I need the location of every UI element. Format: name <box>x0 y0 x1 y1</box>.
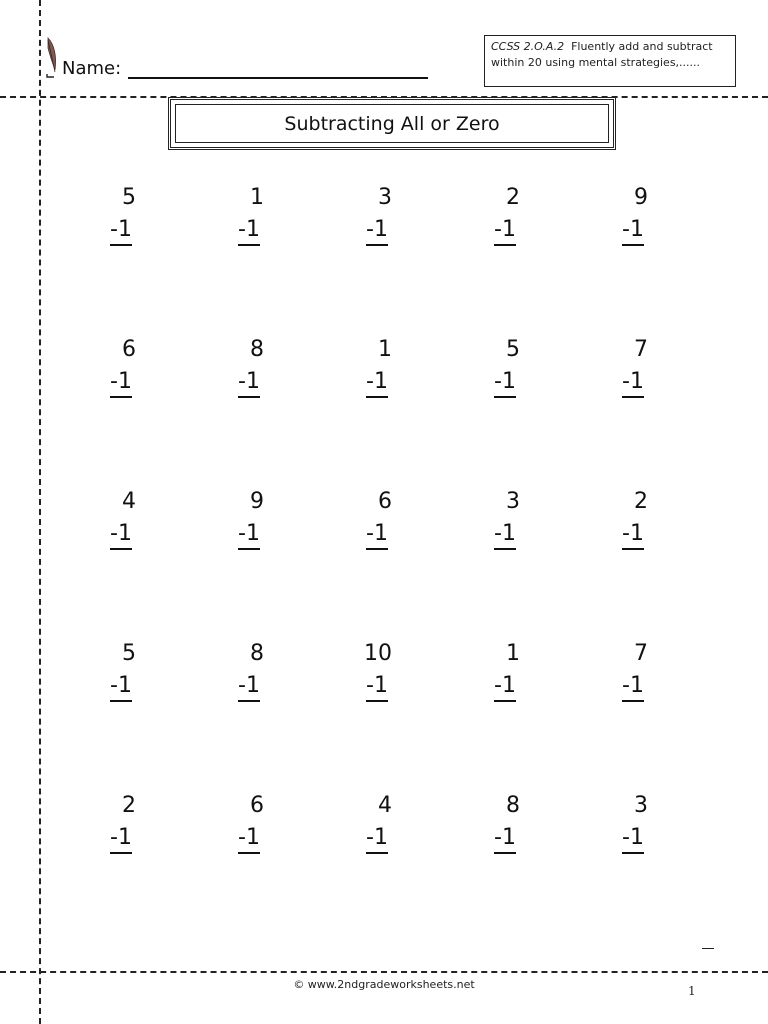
minuend: 3 <box>506 489 520 514</box>
subtrahend: -1 <box>622 369 644 398</box>
minuend: 10 <box>364 641 392 666</box>
name-write-line <box>128 77 428 79</box>
minuend: 9 <box>250 489 264 514</box>
subtraction-problem <box>356 790 406 891</box>
subtraction-problem <box>100 182 150 283</box>
standard-box <box>484 35 736 87</box>
subtraction-problem <box>356 486 406 587</box>
feather-pen-icon <box>44 36 60 78</box>
minuend: 7 <box>634 641 648 666</box>
subtraction-problem <box>356 334 406 435</box>
minuend: 1 <box>250 185 264 210</box>
subtraction-problem <box>100 486 150 587</box>
subtraction-problem <box>100 638 150 739</box>
subtraction-problem <box>612 486 662 587</box>
subtrahend: -1 <box>622 521 644 550</box>
minuend: 3 <box>634 793 648 818</box>
subtrahend: -1 <box>494 521 516 550</box>
problem-grid <box>100 182 680 891</box>
title-box <box>168 97 616 150</box>
subtrahend: -1 <box>494 825 516 854</box>
dash-mark <box>702 948 714 949</box>
minuend: 6 <box>378 489 392 514</box>
subtrahend: -1 <box>238 521 260 550</box>
subtrahend: -1 <box>494 673 516 702</box>
minuend: 2 <box>122 793 136 818</box>
subtraction-problem <box>484 790 534 891</box>
subtrahend: -1 <box>622 217 644 246</box>
subtrahend: -1 <box>238 673 260 702</box>
subtrahend: -1 <box>622 825 644 854</box>
subtraction-problem <box>484 182 534 283</box>
footer-copyright: © www.2ndgradeworksheets.net <box>293 978 475 991</box>
subtrahend: -1 <box>110 369 132 398</box>
page-number: 1 <box>688 984 696 998</box>
subtrahend: -1 <box>366 521 388 550</box>
subtrahend: -1 <box>366 825 388 854</box>
minuend: 8 <box>250 337 264 362</box>
minuend: 5 <box>122 641 136 666</box>
subtraction-problem <box>484 486 534 587</box>
subtrahend: -1 <box>110 825 132 854</box>
minuend: 4 <box>122 489 136 514</box>
subtraction-problem <box>356 638 406 739</box>
subtraction-problem <box>612 182 662 283</box>
minuend: 8 <box>506 793 520 818</box>
minuend: 7 <box>634 337 648 362</box>
subtraction-problem <box>612 790 662 891</box>
margin-line-bottom <box>0 971 768 973</box>
subtrahend: -1 <box>110 521 132 550</box>
page-title: Subtracting All or Zero <box>284 112 500 135</box>
subtrahend: -1 <box>494 217 516 246</box>
subtraction-problem <box>612 334 662 435</box>
subtraction-problem <box>228 486 278 587</box>
subtraction-problem <box>484 638 534 739</box>
subtrahend: -1 <box>238 369 260 398</box>
subtrahend: -1 <box>366 217 388 246</box>
subtrahend: -1 <box>238 217 260 246</box>
subtraction-problem <box>100 790 150 891</box>
subtraction-problem <box>484 334 534 435</box>
margin-line-vertical <box>39 0 41 1024</box>
subtraction-problem <box>228 790 278 891</box>
minuend: 9 <box>634 185 648 210</box>
subtrahend: -1 <box>238 825 260 854</box>
minuend: 2 <box>506 185 520 210</box>
subtrahend: -1 <box>366 673 388 702</box>
subtraction-problem <box>356 182 406 283</box>
subtraction-problem <box>100 334 150 435</box>
minuend: 3 <box>378 185 392 210</box>
subtraction-problem <box>228 182 278 283</box>
minuend: 1 <box>506 641 520 666</box>
standard-text: Fluently add and subtract within 20 using mental strategies,...... <box>491 40 713 69</box>
minuend: 5 <box>122 185 136 210</box>
name-label: Name: <box>62 58 122 79</box>
subtrahend: -1 <box>110 673 132 702</box>
subtraction-problem <box>228 334 278 435</box>
subtrahend: -1 <box>366 369 388 398</box>
minuend: 6 <box>122 337 136 362</box>
standard-code: CCSS 2.O.A.2 <box>491 40 565 53</box>
minuend: 4 <box>378 793 392 818</box>
subtrahend: -1 <box>494 369 516 398</box>
minuend: 1 <box>378 337 392 362</box>
subtrahend: -1 <box>622 673 644 702</box>
minuend: 5 <box>506 337 520 362</box>
subtraction-problem <box>612 638 662 739</box>
minuend: 6 <box>250 793 264 818</box>
minuend: 2 <box>634 489 648 514</box>
minuend: 8 <box>250 641 264 666</box>
subtrahend: -1 <box>110 217 132 246</box>
subtraction-problem <box>228 638 278 739</box>
